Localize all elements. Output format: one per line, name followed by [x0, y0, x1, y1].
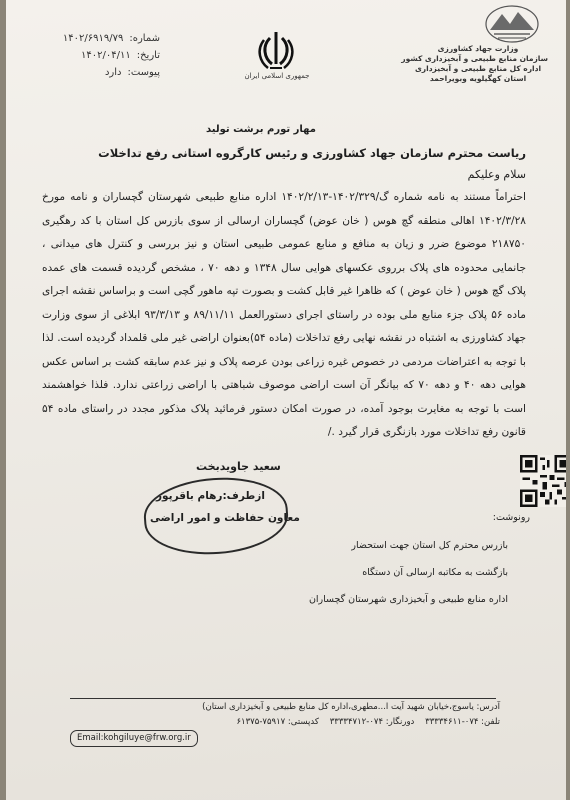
cc-item: بازرس محترم کل استان جهت استحضار [351, 540, 508, 551]
footer-divider [70, 698, 496, 699]
signatory-title: معاون حفاظت و امور اراضی [150, 512, 300, 524]
number-label: شماره: [129, 33, 160, 44]
footer-contacts [70, 715, 500, 730]
emblem-caption: جمهوری اسلامی ایران [244, 72, 310, 80]
iran-emblem-icon [256, 28, 296, 74]
letter-date: ۱۴۰۲/۰۴/۱۱ [81, 50, 131, 61]
letter-body [42, 186, 526, 445]
body-paragraph: احتراماً مستند به نامه شماره گ/۱۴۰۲/۳۲۹-۱۴۰۲/۲/۱۳ اداره منابع طبیعی شهرستان گچساران و نامه مورخ ۱۴۰۲/۳/۲۸ اهالی منطقه گچ هوس ( خان عوض) گچساران ارسالی از سوی بازرس کل استان با کد رهگیری ۲۱۸۷۵۰ موضوع ضرر و زیان به منافع و منابع عمومی طبیعی استان و نیز بررسی و کنترل های میدانی ، جانمایی محدوده های پلاک برروی عکسهای هوایی سال ۱۳۴۸ و دهه ۷۰ ، مشخص گردیده قسمت های عمده پلاک گچ هوس ( خان عوض ) که ظاهرا غیر قابل کشت و بصورت تپه ماهور گچی است و براساس نقشه اجرای ماده ۵۶ پلاک جزء منابع ملی بوده در راستای اجرای دستورالعمل ۸۹/۱۱/۱۱ و ۹۳/۳/۱۳ ابلاغی از سوی وزارت جهاد کشاورزی به اشتباه در نقشه نهایی رفع تداخلات (ماده ۵۴)بعنوان اراضی غیر ملی قلمداد گردیده است. لذا با توجه به اعتراضات مردمی در خصوص غیره زراعی بودن عرصه پلاک و نیز عدم سابقه کشت بر اساس عکس هوایی دهه ۴۰ و دهه ۷۰ که بیانگر آن است اراضی موصوف شباهتی با اراضی زراعتی ندارد. فلذا خواهشمند است با توجه به مغایرت بوجود آمده، در صورت امکان دستور فرمائید پلاک مذکور مجدد در راستای ماده ۵۴ قانون رفع تداخلات مورد بازنگری قرار گیرد ./ [42, 191, 527, 438]
greeting: سلام وعلیکم [467, 168, 526, 181]
letter-footer [70, 700, 500, 747]
date-row [20, 47, 160, 64]
footer-email-row [70, 730, 500, 747]
attachment-value: دارد [104, 67, 122, 78]
letter-metadata [20, 30, 160, 81]
addressee: ریاست محترم سازمان جهاد کشاورزی و رئیس کارگروه استانی رفع تداخلات [98, 146, 526, 160]
signatory-name: سعید جاویدبخت [196, 460, 281, 473]
org-line: اداره کل منابع طبیعی و آبخیزداری [414, 64, 542, 73]
footer-email[interactable]: Email:kohgiluye@frw.org.ir [70, 730, 198, 747]
letter-page [6, 0, 566, 800]
number-row [20, 30, 160, 47]
attachment-label: پیوست: [127, 67, 160, 78]
cc-label: رونوشت: [492, 512, 530, 523]
cc-list [309, 532, 508, 613]
organization-header [401, 44, 548, 84]
letter-number: ۱۴۰۲/۶۹۱۹/۷۹ [62, 33, 124, 44]
on-behalf-line: ازطرف:رهام باقرپور [156, 490, 265, 502]
slogan-line: مهار تورم برشت تولید [206, 124, 316, 135]
org-line: سازمان منابع طبیعی و آبخیزداری کشور [401, 54, 548, 63]
footer-phone: تلفن: ۰۷۴-۳۳۳۳۴۶۱۱ [425, 717, 500, 727]
cc-item: بازگشت به مکاتبه ارسالی آن دستگاه [362, 567, 508, 578]
org-line: وزارت جهاد کشاورزی [437, 44, 519, 53]
footer-fax: دورنگار: ۰۷۴-۳۳۳۳۴۷۱۲ [329, 717, 415, 727]
date-label: تاریخ: [136, 50, 160, 61]
org-line: استان کهگیلویه وبویراحمد [429, 74, 527, 83]
footer-postal-code: کدپستی: ۷۵۹۱۷-۶۱۳۷۵ [236, 717, 319, 727]
qr-code-icon [520, 453, 566, 509]
footer-address: آدرس: یاسوج،خیابان شهید آیت ا...مطهری،اداره کل منابع طبیعی و آبخیزداری استان) [202, 702, 500, 712]
natural-resources-logo-icon [484, 4, 540, 46]
cc-item: اداره منابع طبیعی و آبخیزداری شهرستان گچساران [308, 594, 508, 605]
attachment-row [20, 64, 160, 81]
